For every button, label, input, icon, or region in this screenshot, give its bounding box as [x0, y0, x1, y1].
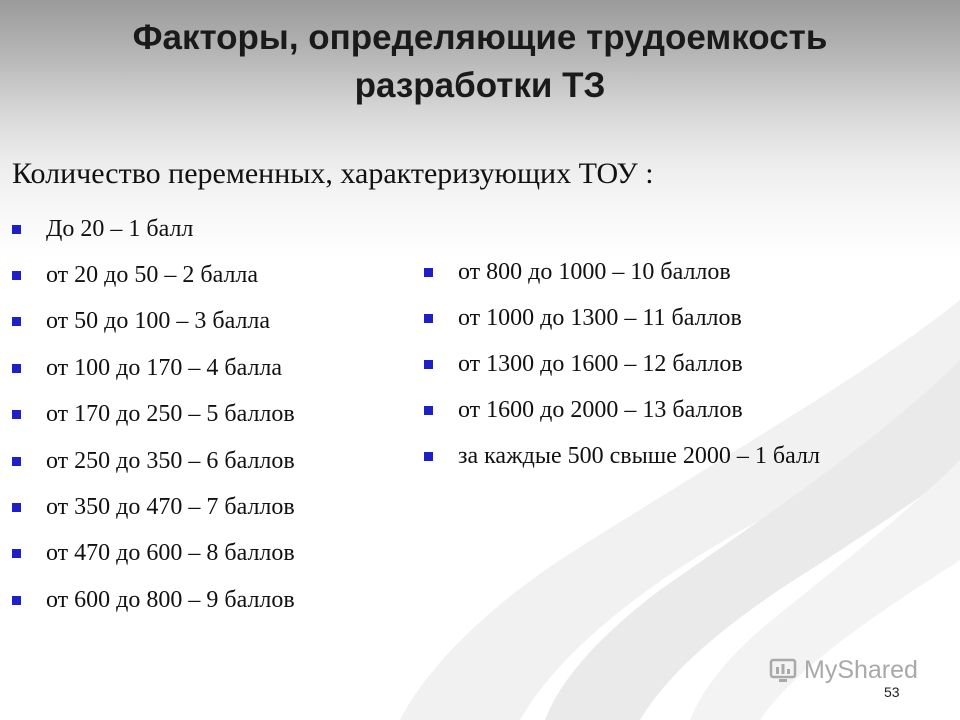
watermark-text: MyShared — [804, 656, 918, 684]
list-item — [12, 252, 295, 298]
square-bullet-icon — [424, 360, 433, 369]
page-number: 53 — [884, 684, 900, 700]
myshared-logo-icon — [768, 658, 798, 684]
square-bullet-icon — [12, 225, 21, 234]
square-bullet-icon — [12, 503, 21, 512]
square-bullet-icon — [12, 410, 21, 419]
list-item-text: от 50 до 100 – 3 балла — [46, 308, 271, 335]
list-item-text: от 170 до 250 – 5 баллов — [46, 401, 295, 428]
list-item — [424, 433, 820, 479]
square-bullet-icon — [424, 452, 433, 461]
list-item-text: от 100 до 170 – 4 балла — [46, 354, 283, 381]
list-item-text: от 800 до 1000 – 10 баллов — [458, 259, 731, 286]
list-item — [12, 392, 295, 438]
score-list-right — [424, 250, 820, 479]
square-bullet-icon — [12, 549, 21, 558]
list-item-text: от 250 до 350 – 6 баллов — [46, 447, 295, 474]
list-item-text: от 1300 до 1600 – 12 баллов — [458, 350, 743, 377]
square-bullet-icon — [12, 457, 21, 466]
list-item-text: от 1000 до 1300 – 11 баллов — [458, 305, 742, 332]
list-item — [12, 484, 295, 530]
square-bullet-icon — [12, 317, 21, 326]
square-bullet-icon — [12, 596, 21, 605]
square-bullet-icon — [424, 314, 433, 323]
list-item — [12, 438, 295, 484]
list-item — [12, 531, 295, 577]
list-item — [12, 577, 295, 623]
list-item-text: До 20 – 1 балл — [46, 215, 194, 242]
list-item — [12, 299, 295, 345]
slide-title: Факторы, определяющие трудоемкость разработки ТЗ — [132, 18, 828, 105]
score-list-left — [12, 206, 295, 624]
variables-heading: Количество переменных, характеризующих ТОУ : — [12, 157, 654, 190]
square-bullet-icon — [12, 364, 21, 373]
list-item-text: от 20 до 50 – 2 балла — [46, 262, 259, 289]
square-bullet-icon — [12, 271, 21, 280]
list-item-text: от 350 до 470 – 7 баллов — [46, 494, 295, 521]
list-item-text: за каждые 500 свыше 2000 – 1 балл — [458, 442, 820, 469]
list-item-text: от 470 до 600 – 8 баллов — [46, 540, 295, 567]
square-bullet-icon — [424, 406, 433, 415]
list-item-text: от 1600 до 2000 – 13 баллов — [458, 396, 743, 423]
list-item — [424, 250, 820, 296]
list-item — [424, 342, 820, 388]
square-bullet-icon — [424, 268, 433, 277]
myshared-watermark — [768, 656, 918, 685]
list-item — [12, 206, 295, 252]
list-item — [424, 296, 820, 342]
list-item — [424, 387, 820, 433]
list-item-text: от 600 до 800 – 9 баллов — [46, 586, 295, 613]
list-item — [12, 345, 295, 391]
